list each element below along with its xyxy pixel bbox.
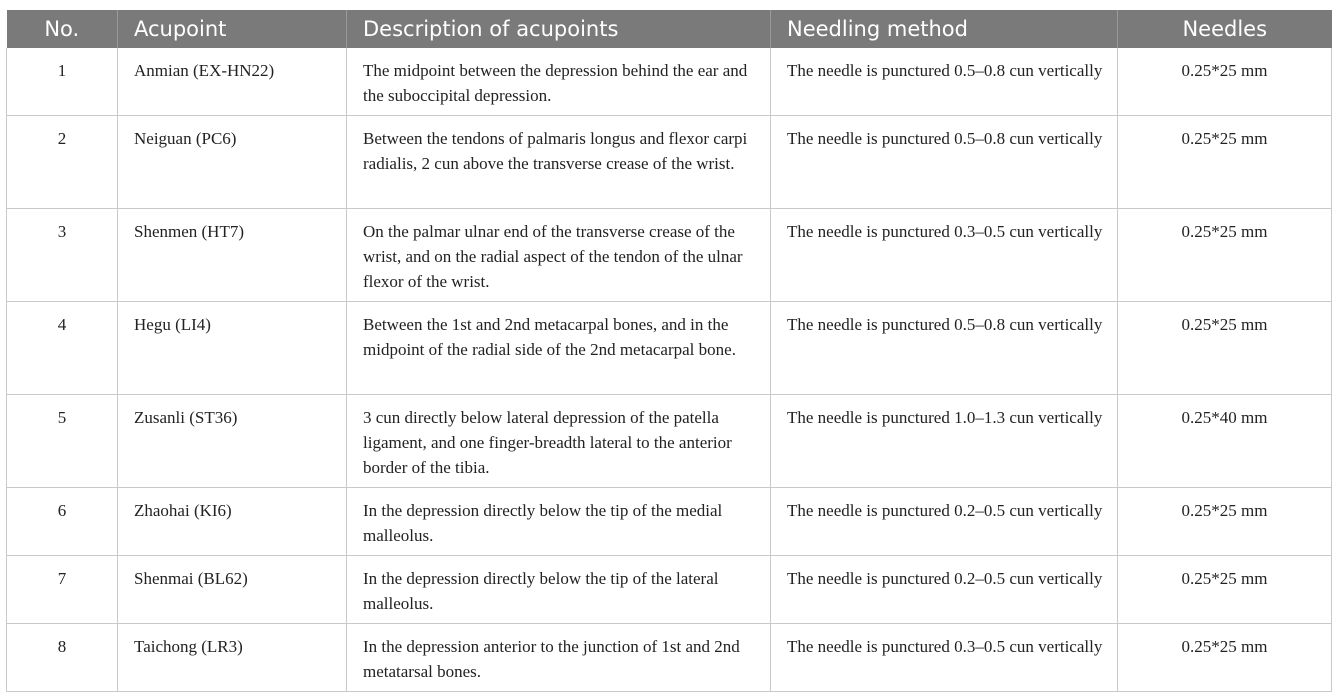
cell-no: 8 xyxy=(7,624,118,692)
cell-acupoint: Zhaohai (KI6) xyxy=(118,488,347,556)
cell-method: The needle is punctured 0.3–0.5 cun vertically xyxy=(771,624,1118,692)
cell-method: The needle is punctured 0.3–0.5 cun vertically xyxy=(771,209,1118,302)
cell-no: 6 xyxy=(7,488,118,556)
cell-acupoint: Anmian (EX-HN22) xyxy=(118,48,347,116)
acupoint-table xyxy=(6,10,1332,692)
header-needles: Needles xyxy=(1118,10,1332,48)
cell-description: 3 cun directly below lateral depression of the patella ligament, and one finger-breadth lateral to the anterior border of the tibia. xyxy=(347,395,771,488)
table-row xyxy=(7,116,1332,209)
table-row xyxy=(7,48,1332,116)
cell-description: In the depression directly below the tip of the lateral malleolus. xyxy=(347,556,771,624)
cell-no: 3 xyxy=(7,209,118,302)
cell-needles: 0.25*25 mm xyxy=(1118,302,1332,395)
cell-needles: 0.25*40 mm xyxy=(1118,395,1332,488)
cell-needles: 0.25*25 mm xyxy=(1118,624,1332,692)
cell-description: Between the tendons of palmaris longus and flexor carpi radialis, 2 cun above the transverse crease of the wrist. xyxy=(347,116,771,209)
cell-no: 4 xyxy=(7,302,118,395)
cell-no: 5 xyxy=(7,395,118,488)
cell-no: 2 xyxy=(7,116,118,209)
cell-description: On the palmar ulnar end of the transverse crease of the wrist, and on the radial aspect of the tendon of the ulnar flexor of the wrist. xyxy=(347,209,771,302)
cell-acupoint: Shenmen (HT7) xyxy=(118,209,347,302)
cell-acupoint: Zusanli (ST36) xyxy=(118,395,347,488)
cell-needles: 0.25*25 mm xyxy=(1118,209,1332,302)
cell-description: Between the 1st and 2nd metacarpal bones, and in the midpoint of the radial side of the 2nd metacarpal bone. xyxy=(347,302,771,395)
table-header-row xyxy=(7,10,1332,48)
cell-method: The needle is punctured 1.0–1.3 cun vertically xyxy=(771,395,1118,488)
header-description: Description of acupoints xyxy=(347,10,771,48)
header-no: No. xyxy=(7,10,118,48)
cell-needles: 0.25*25 mm xyxy=(1118,48,1332,116)
cell-method: The needle is punctured 0.5–0.8 cun vertically xyxy=(771,116,1118,209)
table-row xyxy=(7,624,1332,692)
table-row xyxy=(7,209,1332,302)
cell-needles: 0.25*25 mm xyxy=(1118,488,1332,556)
cell-acupoint: Neiguan (PC6) xyxy=(118,116,347,209)
table-row xyxy=(7,302,1332,395)
cell-method: The needle is punctured 0.2–0.5 cun vertically xyxy=(771,556,1118,624)
cell-description: The midpoint between the depression behind the ear and the suboccipital depression. xyxy=(347,48,771,116)
table-row xyxy=(7,488,1332,556)
table-row xyxy=(7,395,1332,488)
cell-needles: 0.25*25 mm xyxy=(1118,116,1332,209)
cell-acupoint: Hegu (LI4) xyxy=(118,302,347,395)
cell-description: In the depression anterior to the junction of 1st and 2nd metatarsal bones. xyxy=(347,624,771,692)
cell-method: The needle is punctured 0.2–0.5 cun vertically xyxy=(771,488,1118,556)
cell-acupoint: Shenmai (BL62) xyxy=(118,556,347,624)
cell-method: The needle is punctured 0.5–0.8 cun vertically xyxy=(771,48,1118,116)
cell-acupoint: Taichong (LR3) xyxy=(118,624,347,692)
cell-description: In the depression directly below the tip of the medial malleolus. xyxy=(347,488,771,556)
cell-no: 7 xyxy=(7,556,118,624)
cell-method: The needle is punctured 0.5–0.8 cun vertically xyxy=(771,302,1118,395)
cell-needles: 0.25*25 mm xyxy=(1118,556,1332,624)
cell-no: 1 xyxy=(7,48,118,116)
header-acupoint: Acupoint xyxy=(118,10,347,48)
header-needling-method: Needling method xyxy=(771,10,1118,48)
table-row xyxy=(7,556,1332,624)
